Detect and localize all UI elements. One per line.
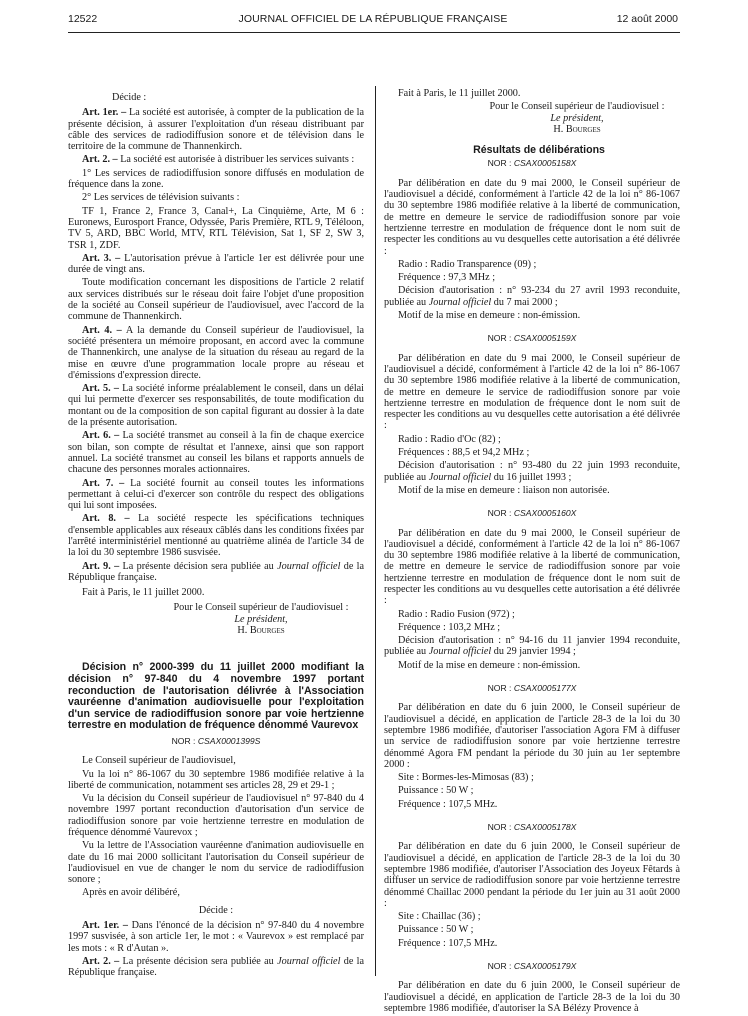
signature-block-1: Pour le Conseil supérieur de l'audiovisuel : Le président, H. Bourges [173,602,349,637]
article-2-item-1: 1° Les services de radiodiffusion sonore diffusés en modulation de fréquence dans la zone. [68,167,364,191]
article-2-services: TF 1, France 2, France 3, Canal+, La Cinquième, Arte, M 6 : Euronews, Eurosport France, Odyssée, Paris Première, RTL 9, Téléloon, TV 5, ARD, BBC World, MTV, RTL Télévision, Sat 1, SF 2, SW 3, TSR 1, ZDF. [68,205,364,251]
deliberation-body: Par délibération en date du 6 juin 2000, le Conseil supérieur de l'audiovisuel a décidé, en application de l'article 28-3 de la loi du 30 septembre 1986 modifiée, d'autoriser la SA Bélézy Provence à [384,980,680,1014]
deliberation-body: Par délibération en date du 9 mai 2000, le Conseil supérieur de l'audiovisuel a décidé, conformément à l'article 42 de la loi n° 86-1067 du 30 septembre 1986 modifiée relative à la liberté de communication, de mettre en demeure le service de radiodiffusion sonore par voie hertzienne terrestre en modulation de fréquence dont le nom suit de respecter les conditions au vu desquelles cette autorisation a été délivrée : [384,352,680,432]
deliberation-body: Par délibération en date du 6 juin 2000, le Conseil supérieur de l'audiovisuel a décidé, en application de l'article 28-3 de la loi du 30 septembre 1986 modifiée, d'autoriser l'association Agora FM à diffuser un service de radiodiffusion sonore par voie hertzienne terrestre dénommé Agora FM pendant la période du 30 juin au 1er septembre 2000 : [384,702,680,770]
frequency-line: Fréquence : 107,5 MHz. [398,798,498,810]
radio-line: Radio : Radio Transparence (09) ; [398,258,537,270]
nor-reference: NOR : CSAX0005178X [487,822,577,833]
site-line: Site : Bormes-les-Mimosas (83) ; [398,772,534,784]
results-title: Résultats de délibérations [473,144,605,157]
article-6: Art. 6. – La société transmet au conseil à la fin de chaque exercice son bilan, son compte de résultat et l'annexe, ainsi que son rapport annuel. La société transmet au conseil les bilans et rapports annuels de chacune des personnes morales actionnaires. [68,430,364,476]
deliberation-body: Par délibération en date du 6 juin 2000, le Conseil supérieur de l'audiovisuel a décidé, en application de l'article 28-3 de la loi du 30 septembre 1986 modifiée, d'autoriser l'Association des Joyeux Fêtards à diffuser un service de radiodiffusion sonore par voie hertzienne terrestre dénommé Chaillac 2000 pendant la période du 1er juin au 31 août 2000 : [384,841,680,909]
motif-line: Motif de la mise en demeure : non-émission. [398,310,581,322]
article-9: Art. 9. – La présente décision sera publiée au Journal officiel de la République française. [68,560,365,583]
article-2-item-2: 2° Les services de télévision suivants : [82,192,240,204]
decision-article-2: Art. 2. – La présente décision sera publiée au Journal officiel de la République française. [68,955,365,979]
article-7: Art. 7. – La société fournit au conseil toutes les informations permettant à celui-ci d'exercer son contrôle du respect des obligations qui lui sont imposées. [68,477,364,512]
vu-2: Vu la décision du Conseil supérieur de l'audiovisuel n° 97-840 du 4 novembre 1997 portant reconduction d'autorisation d'un service de radiodiffusion sonore par voie hertzienne terrestre en modulation de fréquence dénommé Vaurevox ; [68,793,364,838]
signature-date-2: Fait à Paris, le 11 juillet 2000. [398,88,521,99]
column-divider [375,86,376,976]
issue-date: 12 août 2000 [616,13,678,25]
power-line: Puissance : 50 W ; [398,785,474,797]
decision-line: Décision d'autorisation : n° 94-16 du 11 janvier 1994 reconduite, publiée au Journal officiel du 29 janvier 1994 ; [384,635,680,658]
motif-line: Motif de la mise en demeure : non-émission. [398,659,581,671]
right-column [384,88,680,1016]
decide-heading: Décide : [112,92,147,103]
journal-title: JOURNAL OFFICIEL DE LA RÉPUBLIQUE FRANÇAISE [238,13,508,25]
page-number: 12522 [68,13,98,25]
decision-line: Décision d'autorisation : n° 93-480 du 22 juin 1993 reconduite, publiée au Journal officiel du 16 juillet 1993 ; [384,460,680,483]
page-header [68,14,678,28]
nor-reference: NOR : CSAX0005158X [487,158,577,169]
article-5: Art. 5. – La société informe préalablement le conseil, dans un délai qui lui permette d'exercer ses responsabilités, de toute modification du montant ou de la composition de son capital figurant au dossier à la date de la présente autorisation. [68,383,365,429]
article-8: Art. 8. – La société respecte les spécifications techniques d'ensemble applicables aux réseaux câblés dans les conditions fixées par l'arrêté interministériel mentionné au quatrième alinéa de l'article 34 de la loi du 30 septembre 1986 susvisée. [68,513,365,559]
site-line: Site : Chaillac (36) ; [398,911,481,923]
vu-1: Vu la loi n° 86-1067 du 30 septembre 1986 modifiée relative à la liberté de communication, notamment ses articles 28, 29 et 29-1 ; [68,768,364,791]
left-column [68,92,364,981]
article-3-para-2: Toute modification concernant les dispositions de l'article 2 relatif aux services distribués sur le réseau doit faire l'objet d'une proposition de la société au Conseil supérieur de l'audiovisuel, avec l'accord de la commune de Thannenkirch. [68,277,364,323]
conseil-line: Le Conseil supérieur de l'audiovisuel, [82,755,236,767]
deliberation-body: Par délibération en date du 9 mai 2000, le Conseil supérieur de l'audiovisuel a décidé, conformément à l'article 42 de la loi n° 86-1067 du 30 septembre 1986 modifiée relative à la liberté de communication, de mettre en demeure le service de radiodiffusion sonore par voie hertzienne terrestre en modulation de fréquence dont le nom suit de respecter les conditions au vu desquelles cette autorisation a été délivrée : [384,527,680,607]
power-line: Puissance : 50 W ; [398,924,474,936]
radio-line: Radio : Radio Fusion (972) ; [398,608,515,620]
article-1: Art. 1er. – La société est autorisée, à compter de la publication de la présente décision, à assurer l'exploitation d'un réseau distribuant par câble des services de radiodiffusion sonore et de télévision dans le territoire de la commune de Thannenkirch. [68,107,364,153]
motif-line: Motif de la mise en demeure : liaison non autorisée. [398,484,610,496]
decision-line: Décision d'autorisation : n° 93-234 du 27 avril 1993 reconduite, publiée au Journal officiel du 7 mai 2000 ; [384,285,680,308]
decide-heading-2: Décide : [198,904,234,916]
article-4: Art. 4. – A la demande du Conseil supérieur de l'audiovisuel, la société présentera un mémoire proposant, en accord avec la commune de Thannenkirch, une analyse de la situation du réseau au regard de la mise en œuvre d'une programmation locale propre au réseau et d'émissions d'expression directe. [68,324,364,381]
nor-reference: NOR : CSAX0001399S [171,735,261,746]
apres-delibere: Après en avoir délibéré, [82,887,180,899]
header-rule [68,32,680,33]
signature-date-1: Fait à Paris, le 11 juillet 2000. [82,587,205,599]
deliberation-body: Par délibération en date du 9 mai 2000, le Conseil supérieur de l'audiovisuel a décidé, conformément à l'article 42 de la loi n° 86-1067 du 30 septembre 1986 modifiée relative à la liberté de communication, de mettre en demeure le service de radiodiffusion sonore par voie hertzienne terrestre en modulation de fréquence dont le nom suit de respecter les conditions au vu desquelles cette autorisation a été délivrée : [384,177,680,257]
radio-line: Radio : Radio d'Oc (82) ; [398,433,501,445]
nor-reference: NOR : CSAX0005179X [487,961,577,971]
article-2: Art. 2. – La société est autorisée à distribuer les services suivants : [82,154,355,166]
signature-block-2: Pour le Conseil supérieur de l'audiovisuel : Le président, H. Bourges [489,101,665,135]
frequency-line: Fréquence : 97,3 MHz ; [398,272,496,284]
vu-3: Vu la lettre de l'Association vauréenne d'animation audiovisuelle en date du 16 mai 2000 sollicitant l'autorisation du Conseil supérieur de l'audiovisuel en vue de changer le nom du service de radiodiffusion sonore ; [68,840,364,886]
nor-reference: NOR : CSAX0005177X [487,683,577,694]
decision-title: Décision n° 2000-399 du 11 juillet 2000 modifiant la décision n° 97-840 du 4 novembre 1997 portant reconduction de l'autorisation délivrée à l'Association vauréenne d'animation audiovisuelle pour l'exploitation d'un service de radiodiffusion sonore par voie hertzienne terrestre en modulation de fréquence dénommé Vaurevox [68,661,364,732]
article-3: Art. 3. – L'autorisation prévue à l'article 1er est délivrée pour une durée de vingt ans. [68,252,364,276]
nor-reference: NOR : CSAX0005159X [487,333,577,344]
frequency-line: Fréquences : 88,5 et 94,2 MHz ; [398,447,530,459]
frequency-line: Fréquence : 107,5 MHz. [398,937,498,949]
decision-article-1: Art. 1er. – Dans l'énoncé de la décision n° 97-840 du 4 novembre 1997 susvisée, à son article 1er, le mot : « Vaurevox » est remplacé par les mots : « R d'Autan ». [68,920,364,954]
nor-reference: NOR : CSAX0005160X [487,508,577,519]
frequency-line: Fréquence : 103,2 MHz ; [398,621,501,633]
